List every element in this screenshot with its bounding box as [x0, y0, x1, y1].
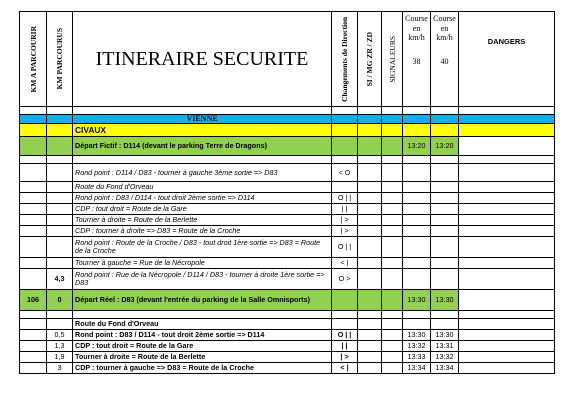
- direction-symbol: < |: [332, 258, 358, 269]
- direction-symbol: < |: [332, 363, 358, 374]
- table-row: [20, 226, 555, 237]
- direction-symbol: O | |: [332, 330, 358, 341]
- table-row: [20, 204, 555, 215]
- km-a-parcourir-value: 106: [20, 290, 47, 311]
- km-a-parcourir-header: KM A PARCOURIR: [20, 12, 47, 107]
- direction-symbol: | |: [332, 204, 358, 215]
- table-row: [20, 164, 555, 182]
- km-parcourus-value: 1,3: [47, 341, 73, 352]
- section-civaux-label: CIVAUX: [73, 124, 332, 137]
- si-mg-header: SI / MG ZR / ZD: [358, 12, 382, 107]
- table-row: [20, 330, 555, 341]
- route-text: Rond point : D114 / D83 - tourner à gauche 3ème sortie => D83: [73, 164, 332, 182]
- time-course2: 13:20: [431, 137, 459, 156]
- route-text: Route du Fond d'Orveau: [73, 319, 332, 330]
- time-course1: 13:20: [403, 137, 431, 156]
- time-course2: 13:30: [431, 330, 459, 341]
- table-row: [20, 352, 555, 363]
- route-text: Tourner à droite = Route de la Berlette: [73, 352, 332, 363]
- route-text: CDP : tout droit = Route de la Gare: [73, 204, 332, 215]
- route-text: Tourner à droite = Route de la Berlette: [73, 215, 332, 226]
- route-text: Rond point : Route de la Croche / D83 - tout droit 1ère sortie => D83 = Route de la Croche: [73, 237, 332, 258]
- km-parcourus-value: 0,5: [47, 330, 73, 341]
- table-row: [20, 258, 555, 269]
- time-course1: 13:32: [403, 341, 431, 352]
- route-text: Départ Réel : D83 (devant l'entrée du parking de la Salle Omnisports): [73, 290, 332, 311]
- direction-symbol: | |: [332, 341, 358, 352]
- direction-symbol: O >: [332, 269, 358, 290]
- time-course1: 13:30: [403, 330, 431, 341]
- table-row: [20, 137, 555, 156]
- course2-speed: 40: [440, 56, 449, 66]
- table-row: [20, 193, 555, 204]
- table-row: [20, 182, 555, 193]
- route-text: CDP : tourner à gauche => D83 = Route de la Croche: [73, 363, 332, 374]
- km-parcourus-value: 1,9: [47, 352, 73, 363]
- route-text: Route du Fond d'Orveau: [73, 182, 332, 193]
- itinerary-table: [19, 11, 555, 374]
- course1-label: Course en km/h: [405, 14, 428, 42]
- time-course2: 13:32: [431, 352, 459, 363]
- time-course1: 13:33: [403, 352, 431, 363]
- table-row: [20, 215, 555, 226]
- time-course1: 13:34: [403, 363, 431, 374]
- changements-header: Changements de Direction: [332, 12, 358, 107]
- route-text: Rond point : D83 / D114 - tout droit 2ème sortie => D114: [73, 330, 332, 341]
- table-row: [20, 290, 555, 311]
- direction-symbol: O | |: [332, 193, 358, 204]
- route-text: CDP : tout droit = Route de la Gare: [73, 341, 332, 352]
- spacer-row: [20, 156, 555, 164]
- direction-symbol: | >: [332, 352, 358, 363]
- dangers-header: DANGERS: [459, 12, 555, 107]
- signaleurs-header: SIGNALEURS: [382, 12, 403, 107]
- time-course2: 13:34: [431, 363, 459, 374]
- route-text: CDP : tourner à droite => D83 = Route de la Croche: [73, 226, 332, 237]
- course2-label: Course en km/h: [433, 14, 456, 42]
- header-row: [20, 12, 555, 107]
- section-vienne-label: VIENNE: [73, 115, 332, 124]
- direction-symbol: < O: [332, 164, 358, 182]
- time-course1: 13:30: [403, 290, 431, 311]
- direction-symbol: O | |: [332, 237, 358, 258]
- route-text: Départ Fictif : D114 (devant le parking Terre de Dragons): [73, 137, 332, 156]
- table-row: [20, 269, 555, 290]
- route-text: Rond point : D83 / D114 - tout droit 2ème sortie => D114: [73, 193, 332, 204]
- km-parcourus-header: KM PARCOURUS: [47, 12, 73, 107]
- course1-header: [403, 12, 431, 107]
- table-row: [20, 237, 555, 258]
- table-row: [20, 363, 555, 374]
- page-title: ITINERAIRE SECURITE: [73, 12, 332, 107]
- km-parcourus-value: 3: [47, 363, 73, 374]
- spacer-row: [20, 107, 555, 115]
- course1-speed: 38: [412, 56, 421, 66]
- time-course2: 13:31: [431, 341, 459, 352]
- km-parcourus-value: 0: [47, 290, 73, 311]
- course2-header: [431, 12, 459, 107]
- section-civaux: [20, 124, 555, 137]
- direction-symbol: | >: [332, 215, 358, 226]
- spacer-row: [20, 311, 555, 319]
- time-course2: 13:30: [431, 290, 459, 311]
- km-parcourus-value: 4,3: [47, 269, 73, 290]
- route-text: Rond point : Rue de la Nécropole / D114 / D83 - tourner à droite 1ère sortie => D83: [73, 269, 332, 290]
- table-row: [20, 319, 555, 330]
- route-text: Tourner à gauche = Rue de la Nécropole: [73, 258, 332, 269]
- table-row: [20, 341, 555, 352]
- direction-symbol: | >: [332, 226, 358, 237]
- section-vienne: [20, 115, 555, 124]
